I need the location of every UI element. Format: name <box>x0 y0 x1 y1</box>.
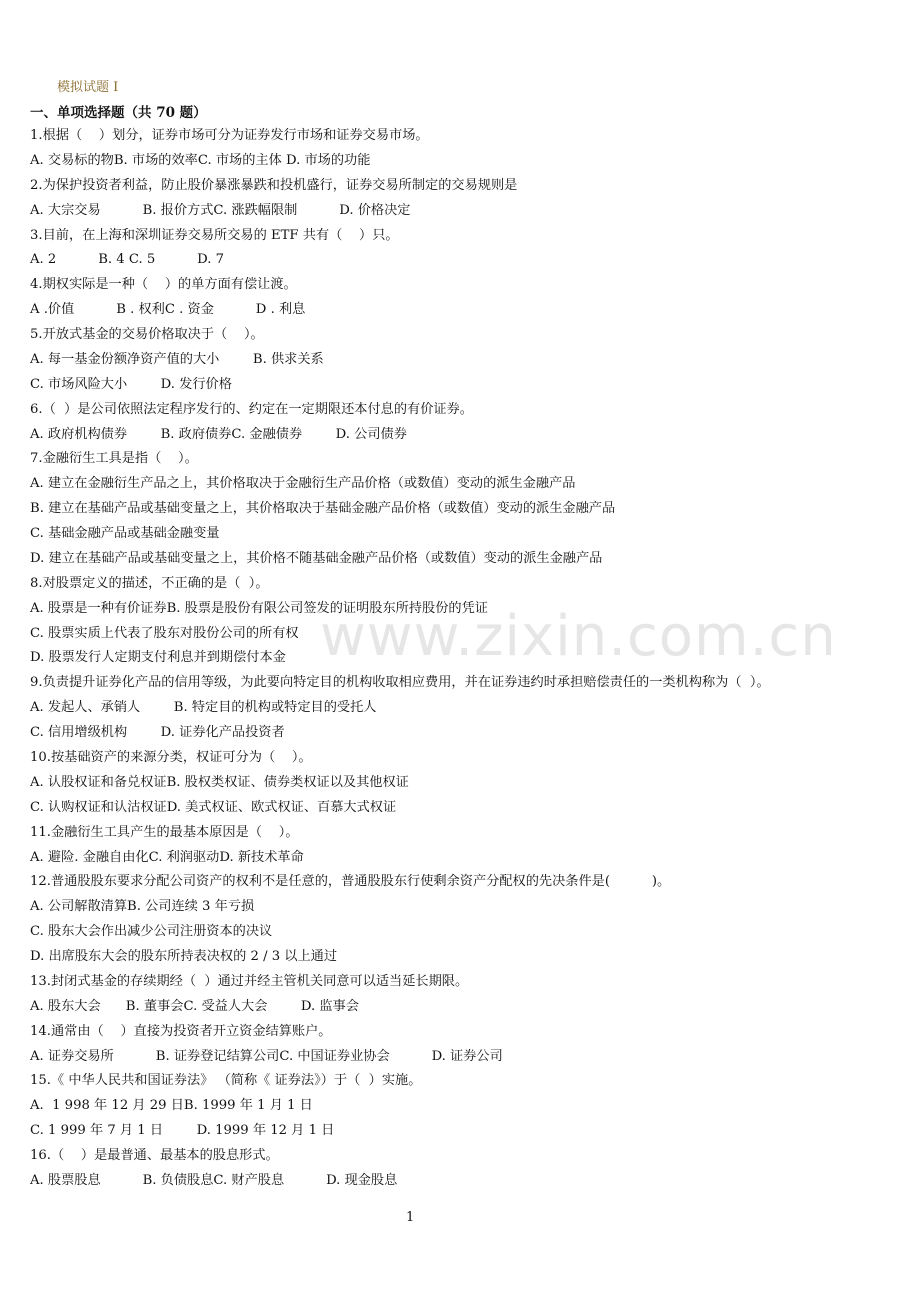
answer-options: A. 公司解散清算B. 公司连续 3 年亏损 <box>30 899 255 915</box>
question-stem: 14.通常由（ ）直接为投资者开立资金结算账户。 <box>30 1023 332 1039</box>
watermark: www.zixin.com.cn <box>320 604 837 669</box>
answer-options: D. 建立在基础产品或基础变量之上，其价格不随基础金融产品价格（或数值）变动的派生金融产品 <box>30 550 603 566</box>
answer-options: A. 建立在金融衍生产品之上，其价格取决于金融衍生产品价格（或数值）变动的派生金融产品 <box>30 476 576 492</box>
answer-options: A. 发起人、承销人 B. 特定目的机构或特定目的受托人 <box>30 700 377 716</box>
answer-options: C. 认购权证和认沽权证D. 美式权证、欧式权证、百慕大式权证 <box>30 799 397 815</box>
answer-options: C. 股票实质上代表了股东对股份公司的所有权 <box>30 625 299 641</box>
answer-options: A. 股票股息 B. 负债股息C. 财产股息 D. 现金股息 <box>30 1172 398 1188</box>
answer-options: D. 出席股东大会的股东所持表决权的 2 / 3 以上通过 <box>30 949 338 965</box>
answer-options: A. 大宗交易 B. 报价方式C. 涨跌幅限制 D. 价格决定 <box>30 202 411 218</box>
question-stem: 10.按基础资产的来源分类，权证可分为（ ）。 <box>30 750 312 765</box>
answer-options: C. 市场风险大小 D. 发行价格 <box>30 376 232 392</box>
question-stem: 1.根据（ ）划分，证券市场可分为证券发行市场和证券交易市场。 <box>30 128 429 143</box>
answer-options: A. 每一基金份额净资产值的大小 B. 供求关系 <box>30 351 324 367</box>
question-stem: 2.为保护投资者利益，防止股价暴涨暴跌和投机盛行，证券交易所制定的交易规则是 <box>30 177 518 193</box>
answer-options: A. 股票是一种有价证券B. 股票是股份有限公司签发的证明股东所持股份的凭证 <box>30 600 488 616</box>
answer-options: C. 信用增级机构 D. 证券化产品投资者 <box>30 725 285 741</box>
question-stem: 3.目前，在上海和深圳证券交易所交易的 ETF 共有（ ）只。 <box>30 227 399 243</box>
answer-options: A. 股东大会 B. 董事会C. 受益人大会 D. 监事会 <box>30 998 359 1014</box>
page-number: 1 <box>406 1210 415 1225</box>
question-stem: 15.《 中华人民共和国证券法》 （简称《 证券法》）于（ ）实施。 <box>30 1073 422 1089</box>
answer-options: B. 建立在基础产品或基础变量之上，其价格取决于基础金融产品价格（或数值）变动的派生金融产品 <box>30 501 616 517</box>
question-stem: 4.期权实际是一种（ ）的单方面有偿让渡。 <box>30 277 297 293</box>
question-stem: 12.普通股股东要求分配公司资产的权利不是任意的，普通股股东行使剩余资产分配权的先决条件是( )。 <box>30 874 671 890</box>
answer-options: A .价值 B . 权利C . 资金 D . 利息 <box>30 302 306 318</box>
question-stem: 5.开放式基金的交易价格取决于（ ）。 <box>30 327 264 343</box>
question-stem: 16.（ ）是最普通、最基本的股息形式。 <box>30 1148 279 1164</box>
answer-options: D. 股票发行人定期支付利息并到期偿付本金 <box>30 650 286 666</box>
answer-options: A. 1 998 年 12 月 29 日B. 1999 年 1 月 1 日 <box>30 1098 313 1114</box>
answer-options: A. 避险. 金融自由化C. 利润驱动D. 新技术革命 <box>30 849 304 865</box>
answer-options: C. 基础金融产品或基础金融变量 <box>30 526 220 542</box>
answer-options: A. 证券交易所 B. 证券登记结算公司C. 中国证券业协会 D. 证券公司 <box>30 1048 503 1064</box>
question-stem: 11.金融衍生工具产生的最基本原因是（ ）。 <box>30 824 299 840</box>
answer-options: A. 2 B. 4 C. 5 D. 7 <box>30 252 225 268</box>
answer-options: C. 股东大会作出减少公司注册资本的决议 <box>30 924 273 940</box>
question-stem: 7.金融衍生工具是指（ ）。 <box>30 451 198 467</box>
document-title: 模拟试题 I <box>57 80 119 95</box>
question-stem: 6.（ ）是公司依照法定程序发行的、约定在一定期限还本付息的有价证券。 <box>30 401 473 417</box>
question-stem: 9.负责提升证券化产品的信用等级，为此要向特定目的机构收取相应费用，并在证券违约时承担赔偿责任的一类机构称为（ ）。 <box>30 675 770 691</box>
question-stem: 13.封闭式基金的存续期经（ ）通过并经主管机关同意可以适当延长期限。 <box>30 973 469 989</box>
answer-options: A. 认股权证和备兑权证B. 股权类权证、债券类权证以及其他权证 <box>30 774 409 790</box>
answer-options: A. 交易标的物B. 市场的效率C. 市场的主体 D. 市场的功能 <box>30 152 371 168</box>
answer-options: A. 政府机构债券 B. 政府债券C. 金融债券 D. 公司债券 <box>30 426 407 442</box>
answer-options: C. 1 999 年 7 月 1 日 D. 1999 年 12 月 1 日 <box>30 1123 335 1139</box>
section-heading: 一、单项选择题（共 70 题） <box>30 105 207 121</box>
question-stem: 8.对股票定义的描述，不正确的是（ ）。 <box>30 575 269 591</box>
